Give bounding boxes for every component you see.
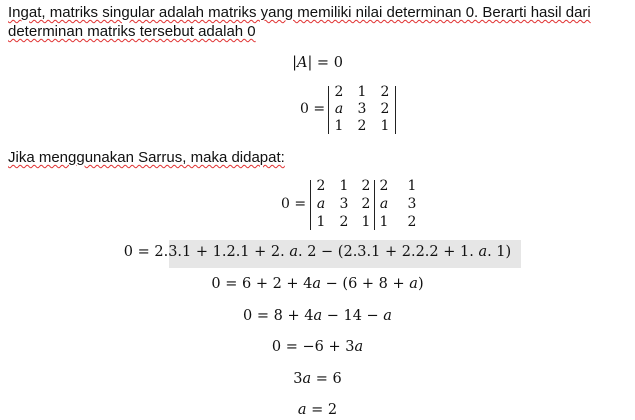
det1-cell-0-2: 2 bbox=[380, 84, 390, 100]
det1-cell-2-2: 1 bbox=[380, 118, 390, 134]
det2-extra-1-1: 3 bbox=[407, 196, 417, 212]
det2-cell-1-1: 3 bbox=[339, 196, 349, 212]
det1-cell-1-2: 2 bbox=[380, 101, 390, 117]
equation-step-1: 0 = 6 + 2 + 4a − (6 + 8 + a) bbox=[211, 276, 424, 292]
det1-cell-1-1: 3 bbox=[357, 101, 367, 117]
det1-cell-2-0: 1 bbox=[334, 118, 344, 134]
det1-left-bar bbox=[328, 86, 329, 134]
det2-extra-0-0: 2 bbox=[379, 178, 389, 194]
det1-cell-0-1: 1 bbox=[357, 84, 367, 100]
det2-cell-2-0: 1 bbox=[316, 214, 326, 230]
det2-left-bar bbox=[310, 180, 311, 230]
det1-right-bar bbox=[395, 86, 396, 134]
det2-cell-0-2: 2 bbox=[361, 178, 371, 194]
det2-cell-2-2: 1 bbox=[361, 214, 371, 230]
determinant-sarrus bbox=[279, 178, 429, 232]
equation-det-zero bbox=[0, 55, 635, 71]
sarrus-intro: Jika menggunakan Sarrus, maka didapat: bbox=[8, 149, 285, 166]
det1-zero-label: 0 = bbox=[300, 101, 326, 117]
det2-extra-0-1: 1 bbox=[407, 178, 417, 194]
equation-step-4: 3a = 6 bbox=[293, 371, 342, 387]
det2-zero-label: 0 = bbox=[281, 196, 307, 212]
det2-cell-1-0: a bbox=[316, 196, 326, 212]
determinant-1 bbox=[296, 84, 406, 136]
equation-step-3: 0 = −6 + 3a bbox=[271, 339, 364, 355]
det2-extra-1-0: a bbox=[379, 196, 389, 212]
det2-extra-2-0: 1 bbox=[379, 214, 389, 230]
intro-line-1: Ingat, matriks singular adalah matriks yang memiliki nilai determinan 0. Berarti hasil dari bbox=[8, 4, 591, 21]
det2-cell-0-0: 2 bbox=[316, 178, 326, 194]
det1-cell-1-0: a bbox=[334, 101, 344, 117]
equation-step-2: 0 = 8 + 4a − 14 − a bbox=[243, 308, 392, 324]
det2-cell-0-1: 1 bbox=[339, 178, 349, 194]
det2-cell-2-1: 2 bbox=[339, 214, 349, 230]
intro-line-2: determinan matriks tersebut adalah 0 bbox=[8, 23, 256, 40]
det1-cell-2-1: 2 bbox=[357, 118, 367, 134]
det2-extra-2-1: 2 bbox=[407, 214, 417, 230]
equation-sarrus-expansion: 0 = 2.3.1 + 1.2.1 + 2. a. 2 − (2.3.1 + 2.2.2 + 1. a. 1) bbox=[123, 244, 512, 260]
equation-step-5: a = 2 bbox=[297, 402, 338, 418]
det1-cell-0-0: 2 bbox=[334, 84, 344, 100]
det-zero-text: |A| = 0 bbox=[292, 55, 343, 71]
det2-cell-1-2: 2 bbox=[361, 196, 371, 212]
